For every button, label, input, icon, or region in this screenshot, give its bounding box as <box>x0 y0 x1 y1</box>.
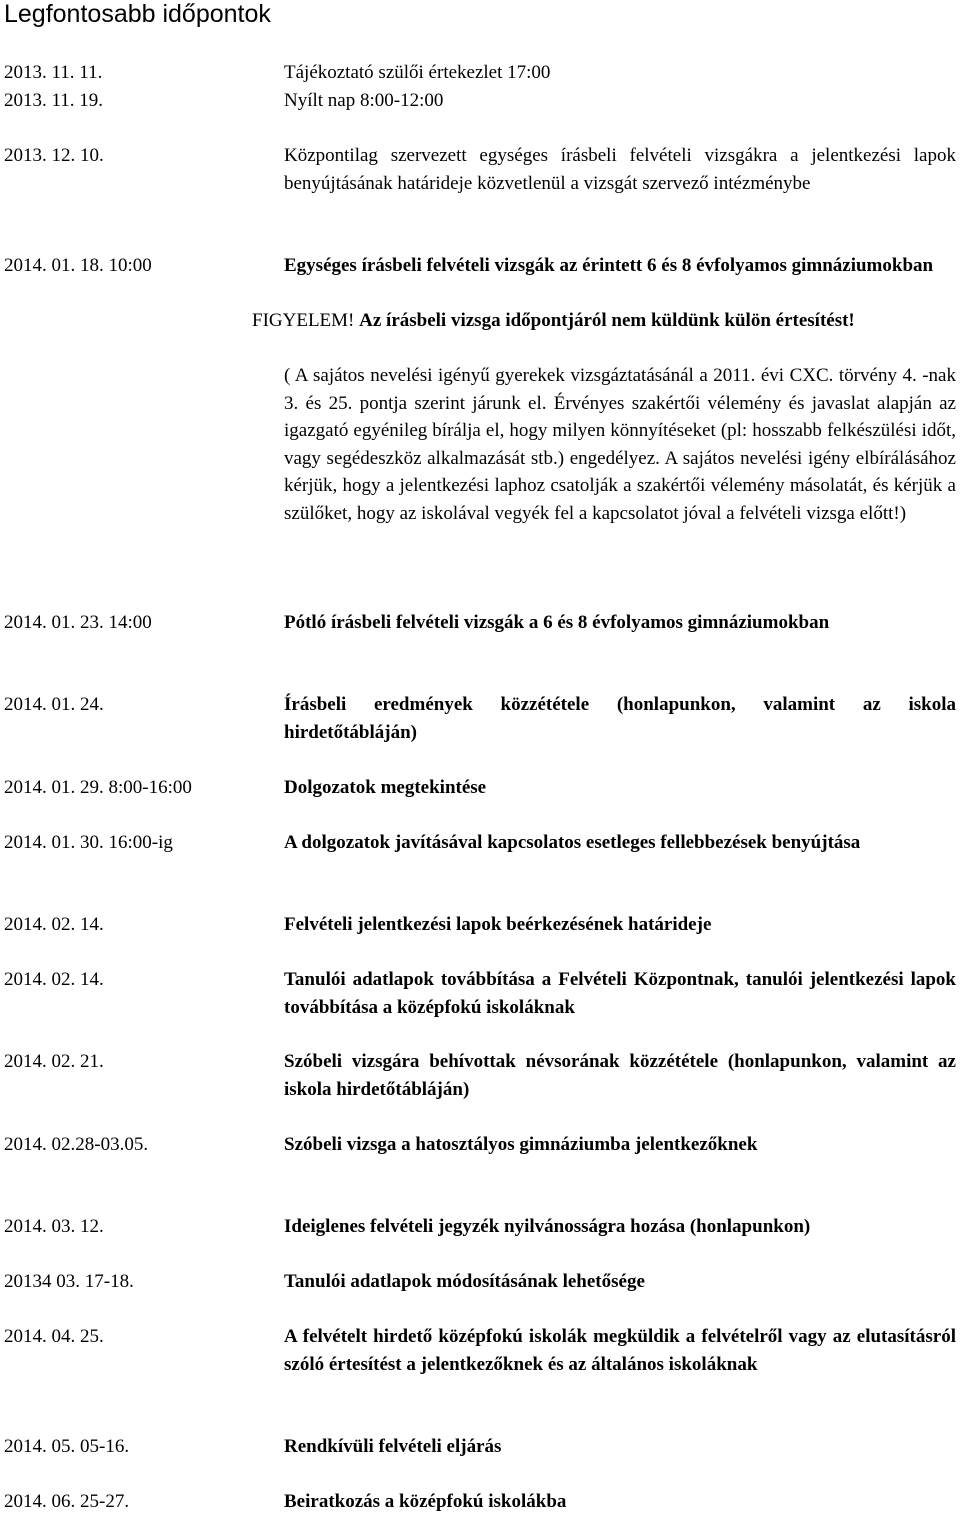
event-description: Dolgozatok megtekintése <box>284 777 487 798</box>
special-needs-note <box>284 362 956 527</box>
page-title: Legfontosabb időpontok <box>4 0 271 28</box>
event-date: 2014. 01. 18. 10:00 <box>4 255 152 276</box>
warning-label: FIGYELEM! <box>252 310 355 331</box>
event-description: Írásbeli eredmények közzététele (honlapunkon, valamint az iskola hirdetőtábláján) <box>284 694 956 743</box>
event-date: 2013. 11. 11. <box>4 62 103 83</box>
event-date: 2014. 02. 21. <box>4 1051 104 1072</box>
event-description: Egységes írásbeli felvételi vizsgák az érintett 6 és 8 évfolyamos gimnáziumokban <box>284 255 934 276</box>
event-date: 2014. 02.28-03.05. <box>4 1134 149 1155</box>
event-description: Pótló írásbeli felvételi vizsgák a 6 és 8 évfolyamos gimnáziumokban <box>284 612 830 633</box>
law-note: ( A sajátos nevelési igényű gyerekek vizsgáztatásánál a 2011. évi CXC. törvény 4. -nak 3. és 25. pontja szerint járunk el. Érvényes szakértői vélemény és javaslat alapján az igazgató egyénileg bírálja el, hogy milyen könnyítéseket (pl: hosszabb felkészülési időt, vagy segédeszköz alkalmazását stb.) engedélyez. A sajátos nevelési igény elbírálásához kérjük, hogy a jelentkezési laphoz csatolják a szakértői vélemény másolatát, és kérjük a szülőket, hogy az iskolával vegyék fel a kapcsolatot jóval a felvételi vizsga előtt!) <box>284 365 956 524</box>
event-date: 2014. 02. 14. <box>4 969 104 990</box>
event-date: 2014. 01. 30. 16:00-ig <box>4 832 173 853</box>
event-description: Ideiglenes felvételi jegyzék nyilvánosságra hozása (honlapunkon) <box>284 1216 811 1237</box>
warning-notice <box>252 307 956 335</box>
event-description: Központilag szervezett egységes írásbeli felvételi vizsgákra a jelentkezési lapok benyújtásának határideje közvetlenül a vizsgát szervező intézménybe <box>284 145 956 194</box>
event-description: Szóbeli vizsgára behívottak névsorának közzététele (honlapunkon, valamint az iskola hirdetőtábláján) <box>284 1051 956 1100</box>
event-date: 2014. 02. 14. <box>4 914 104 935</box>
event-date: 2014. 01. 29. 8:00-16:00 <box>4 777 192 798</box>
event-description: Tanulói adatlapok továbbítása a Felvételi Központnak, tanulói jelentkezési lapok továbbítása a középfokú iskoláknak <box>284 969 956 1018</box>
event-date: 2014. 01. 24. <box>4 694 104 715</box>
event-description: Beiratkozás a középfokú iskolákba <box>284 1491 567 1512</box>
event-description: Tanulói adatlapok módosításának lehetősége <box>284 1271 645 1292</box>
event-description: Rendkívüli felvételi eljárás <box>284 1436 502 1457</box>
event-description: Nyílt nap 8:00-12:00 <box>284 90 444 111</box>
event-date: 2013. 12. 10. <box>4 145 104 166</box>
event-date: 2014. 05. 05-16. <box>4 1436 130 1457</box>
event-date: 20134 03. 17-18. <box>4 1271 134 1292</box>
event-description: A dolgozatok javításával kapcsolatos esetleges fellebbezések benyújtása <box>284 832 861 853</box>
event-description: Felvételi jelentkezési lapok beérkezésének határideje <box>284 914 712 935</box>
warning-text: Az írásbeli vizsga időpontjáról nem küldünk külön értesítést! <box>359 310 855 331</box>
event-date: 2014. 04. 25. <box>4 1326 104 1347</box>
event-description: Tájékoztató szülői értekezlet 17:00 <box>284 62 551 83</box>
event-description: A felvételt hirdető középfokú iskolák megküldik a felvételről vagy az elutasításról szóló értesítést a jelentkezőknek és az általános iskoláknak <box>284 1326 956 1375</box>
event-date: 2014. 06. 25-27. <box>4 1491 130 1512</box>
event-date: 2013. 11. 19. <box>4 90 104 111</box>
event-description: Szóbeli vizsga a hatosztályos gimnáziumba jelentkezőknek <box>284 1134 758 1155</box>
event-date: 2014. 01. 23. 14:00 <box>4 612 152 633</box>
event-date: 2014. 03. 12. <box>4 1216 104 1237</box>
